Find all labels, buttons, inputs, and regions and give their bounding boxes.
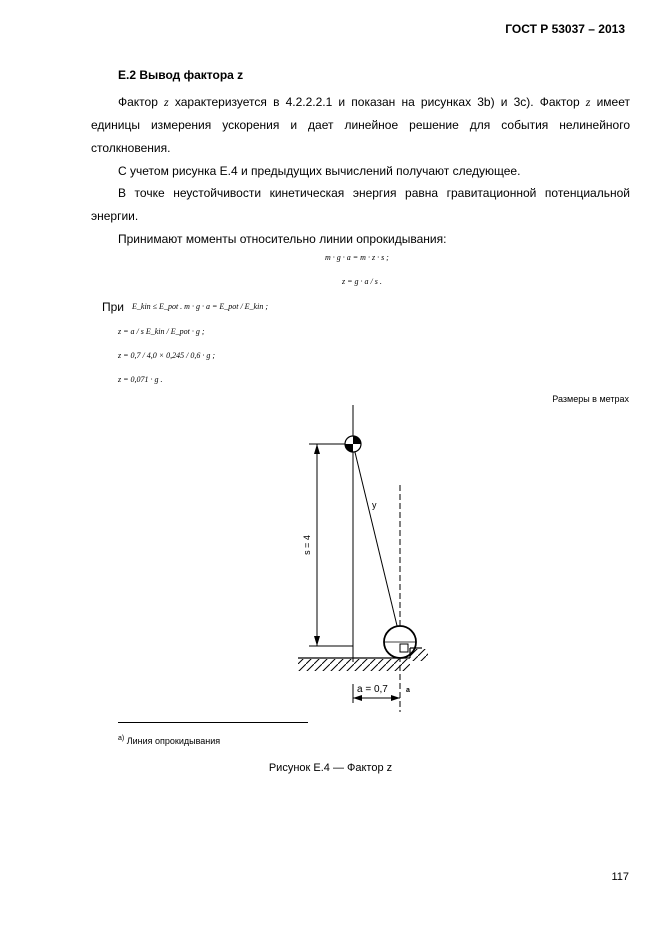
footnote [118,735,220,746]
section-heading: Е.2 Вывод фактора z [118,68,244,82]
paragraph-factor-z [91,91,630,160]
variable-z: z [164,95,169,109]
arrow-head [391,695,400,701]
units-note: Размеры в метрах [552,394,629,404]
ground-hatching-left [298,659,410,671]
when-label: При [102,300,125,314]
formula-z-numeric: z = 0,7 / 4,0 × 0,245 / 0,6 · g ; [118,351,216,360]
arrow-head [314,636,320,646]
footnote-separator [118,722,308,723]
text-run: характеризуется в 4.2.2.2.1 и показан на рисунках 3b) и 3c). Фактор [168,95,586,109]
arrow-head [314,444,320,454]
paragraph-energy [91,182,630,228]
formula-z-energy: z = a / s E_kin / E_pot · g ; [118,327,205,336]
arrow-head [353,695,362,701]
page-number: 117 [611,871,629,883]
text-run: С учетом рисунка Е.4 и предыдущих вычислений получают следующее. [118,164,521,178]
formula-z-result: z = 0,071 · g . [118,375,163,384]
text-run: В точке неустойчивости кинетическая энергия равна гравитационной потенциальной энергии. [91,186,630,223]
formula-energy-condition: E_kin ≤ E_pot . m · g · a = E_pot / E_kin ; [132,302,268,311]
paragraph-moments [91,228,630,251]
label-a: a = 0,7 [357,684,388,695]
figure-tipping-diagram [290,400,430,715]
label-s: s = 4 [302,535,312,555]
text-run: имеет единицы измерения ускорения и дает линейное решение для события нелинейного столкновения. [91,95,630,155]
ground-hatching-right [410,649,428,661]
label-y: y [372,500,377,510]
footnote-marker: a) [118,735,125,742]
document-standard-number: ГОСТ Р 53037 – 2013 [505,22,625,36]
paragraph-figure-ref [91,160,630,183]
formula-z-definition: z = g · a / s . [342,277,382,286]
footnote-marker-a: a [406,687,410,694]
figure-caption: Рисунок Е.4 — Фактор z [268,762,393,774]
pendulum-line [353,444,400,638]
center-of-mass-icon [345,436,361,452]
formula-moment-balance: m · g · a = m · z · s ; [325,253,389,262]
text-run: Фактор [118,95,165,109]
text-run: Принимают моменты относительно линии опрокидывания: [118,232,447,246]
variable-z: z [585,95,591,109]
footnote-text: Линия опрокидывания [124,736,221,746]
